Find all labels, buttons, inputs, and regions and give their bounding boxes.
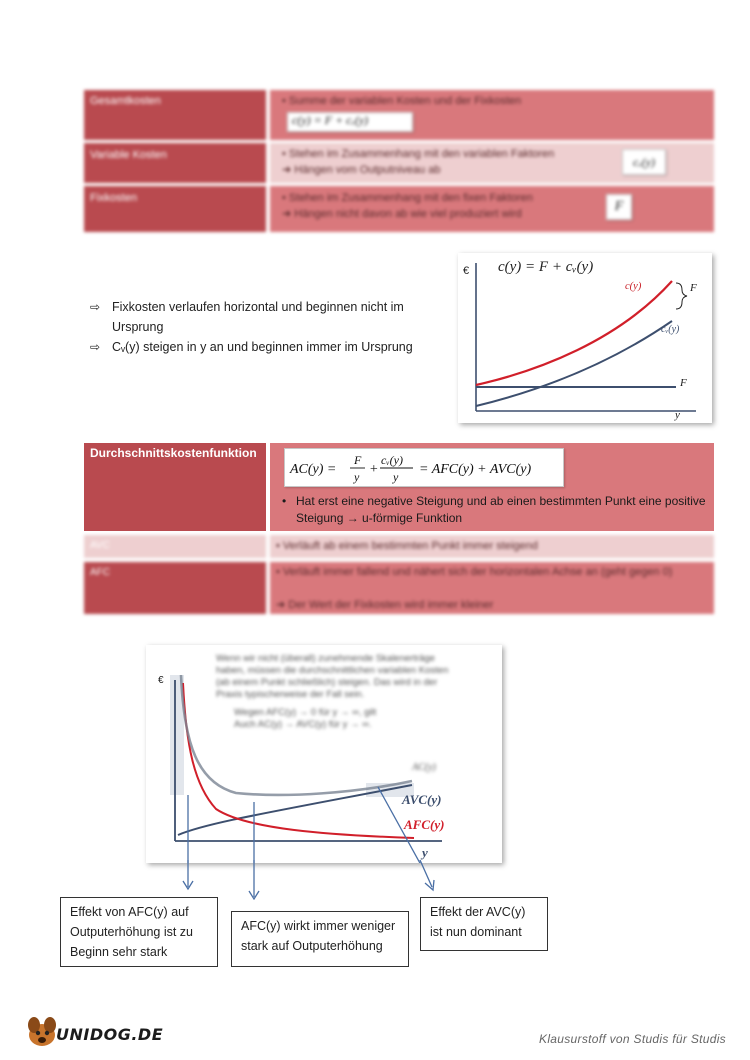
table-label-cell [84,186,266,232]
cost-chart [458,253,712,423]
brand-name: UNIDOG.DE [56,1025,164,1044]
table-bullet: Summe der variablen Kosten und der Fixkosten [288,95,522,107]
table-bullet: Stehen im Zusammenhang mit den fixen Faktoren [288,192,533,204]
table-row-label: AVC [90,540,110,551]
table-bullet: Hängen vom Outputniveau ab [294,164,441,176]
table-content-cell: • Summe der variablen Kosten und der Fixkosten c(y) = F + cᵥ(y) [270,90,714,140]
table-row-label: Gesamtkosten [90,95,161,107]
list-item-text: Hat erst eine negative Steigung und ab einen bestimmten Punkt eine positive Steigung → u-förmige Funktion [296,494,706,525]
f-brace-label: F [690,282,697,294]
cost-chart-panel [458,253,712,423]
ac-label: AC(y) [412,762,436,773]
f-line-label: F [680,377,687,389]
svg-text:= AFC(y) + AVC(y): = AFC(y) + AVC(y) [419,462,532,477]
table-label-cell [84,443,266,531]
list-item [86,297,446,337]
list-item [278,493,706,527]
euro-label: € [158,675,164,686]
ac-curve [181,675,412,795]
avc-label: AVC(y) [402,792,442,807]
table-label-cell [84,143,266,183]
table-content-cell: • Stehen im Zusammenhang mit den variablen Faktoren ➜ Hängen vom Outputniveau ab cᵥ(y) [270,143,714,183]
note-line: (ab einem Punkt schließlich) steigen. Das wird in der [216,677,438,688]
table-row-label: Fixkosten [90,192,138,204]
cost-definition-table [84,90,714,234]
svg-text:+: + [369,462,379,477]
callout-box: Effekt der AVC(y) ist nun dominant [420,897,548,951]
callout-box: AFC(y) wirkt immer weniger stark auf Outputerhöhung [231,911,409,967]
avc-curve [178,785,412,835]
table-label-cell [84,562,266,614]
chart-formula: c(y) = F + cᵥ(y) [498,259,594,275]
arrow-icon: ⇨ [90,300,101,314]
table-row-label: AFC [90,567,110,578]
table-label-cell [84,535,266,558]
note-line: haben, müssen die durchschnittlichen variablen Kosten [216,665,449,676]
cvy-label: cᵥ(y) [661,324,680,335]
table-bullet: Verläuft immer fallend und nähert sich der horizontalen Achse an (geht gegen 0) [282,566,673,578]
table-content-cell [270,443,714,531]
formula-box: c(y) = F + cᵥ(y) [287,112,413,132]
cy-label: c(y) [625,281,642,292]
euro-label: € [463,265,470,277]
table-row-label: Variable Kosten [90,149,167,161]
table-content-cell: • Verläuft ab einem bestimmten Punkt immer steigend [270,535,714,558]
table-content-cell: • Verläuft immer fallend und nähert sich der horizontalen Achse an (geht gegen 0) ➜ Der Wert der Fixkosten wird immer kleiner [270,562,714,614]
formula-box: F [606,194,632,220]
average-cost-chart [146,645,502,863]
svg-text:y: y [354,470,360,484]
table-bullet: Verläuft ab einem bestimmten Punkt immer steigend [282,540,538,552]
bullet-dot: • [282,494,287,508]
svg-text:AC(y) =: AC(y) = [290,462,337,477]
brand-logo [22,1013,182,1051]
table-bullet: Stehen im Zusammenhang mit den variablen Faktoren [288,148,555,160]
footer-tagline: Klausurstoff von Studis für Studis [539,1032,726,1046]
list-item [86,337,446,357]
variable-cost-curve [476,321,672,406]
formula-box [284,448,564,487]
bullet-list [86,297,446,357]
list-item-text: Cᵥ(y) steigen in y an und beginnen immer im Ursprung [112,340,413,354]
note-formula: Auch AC(y) → AVC(y) für y → ∞. [234,719,372,730]
callout-box: Effekt von AFC(y) auf Outputerhöhung ist zu Beginn sehr stark [60,897,218,967]
note-line: Praxis typischerweise der Fall sein. [216,689,365,700]
y-axis-label: y [422,845,428,860]
total-cost-curve [476,281,672,385]
svg-text:F: F [354,453,362,467]
pointer-arrows [0,860,750,900]
table-label-cell [84,90,266,140]
note-formula: Wegen AFC(y) → 0 für y → ∞, gilt [234,707,377,718]
table-bullet: Der Wert der Fixkosten wird immer kleiner [288,599,494,611]
list-item-text: Ursprung [112,320,164,334]
y-axis-label: y [675,409,680,421]
average-cost-formula [285,449,563,486]
afc-label: AFC(y) [404,817,445,832]
afc-curve [183,683,414,838]
note-line: Wenn wir nicht (überall) zunehmende Skalenerträge [216,653,435,664]
svg-text:cᵥ(y): cᵥ(y) [381,453,404,467]
table-row-label: Durchschnittskostenfunktion [90,446,257,460]
svg-text:y: y [393,470,399,484]
table-bullet: Hängen nicht davon ab wie viel produziert wird [294,208,522,220]
arrow-icon: ⇨ [90,340,101,354]
formula-box: cᵥ(y) [622,149,666,175]
average-cost-chart-panel [146,645,502,863]
brace-icon [676,283,687,309]
table-content-cell: • Stehen im Zusammenhang mit den fixen Faktoren ➜ Hängen nicht davon ab wie viel produziert wird F [270,186,714,232]
list-item-text: Fixkosten verlaufen horizontal und beginnen nicht im [112,300,404,314]
